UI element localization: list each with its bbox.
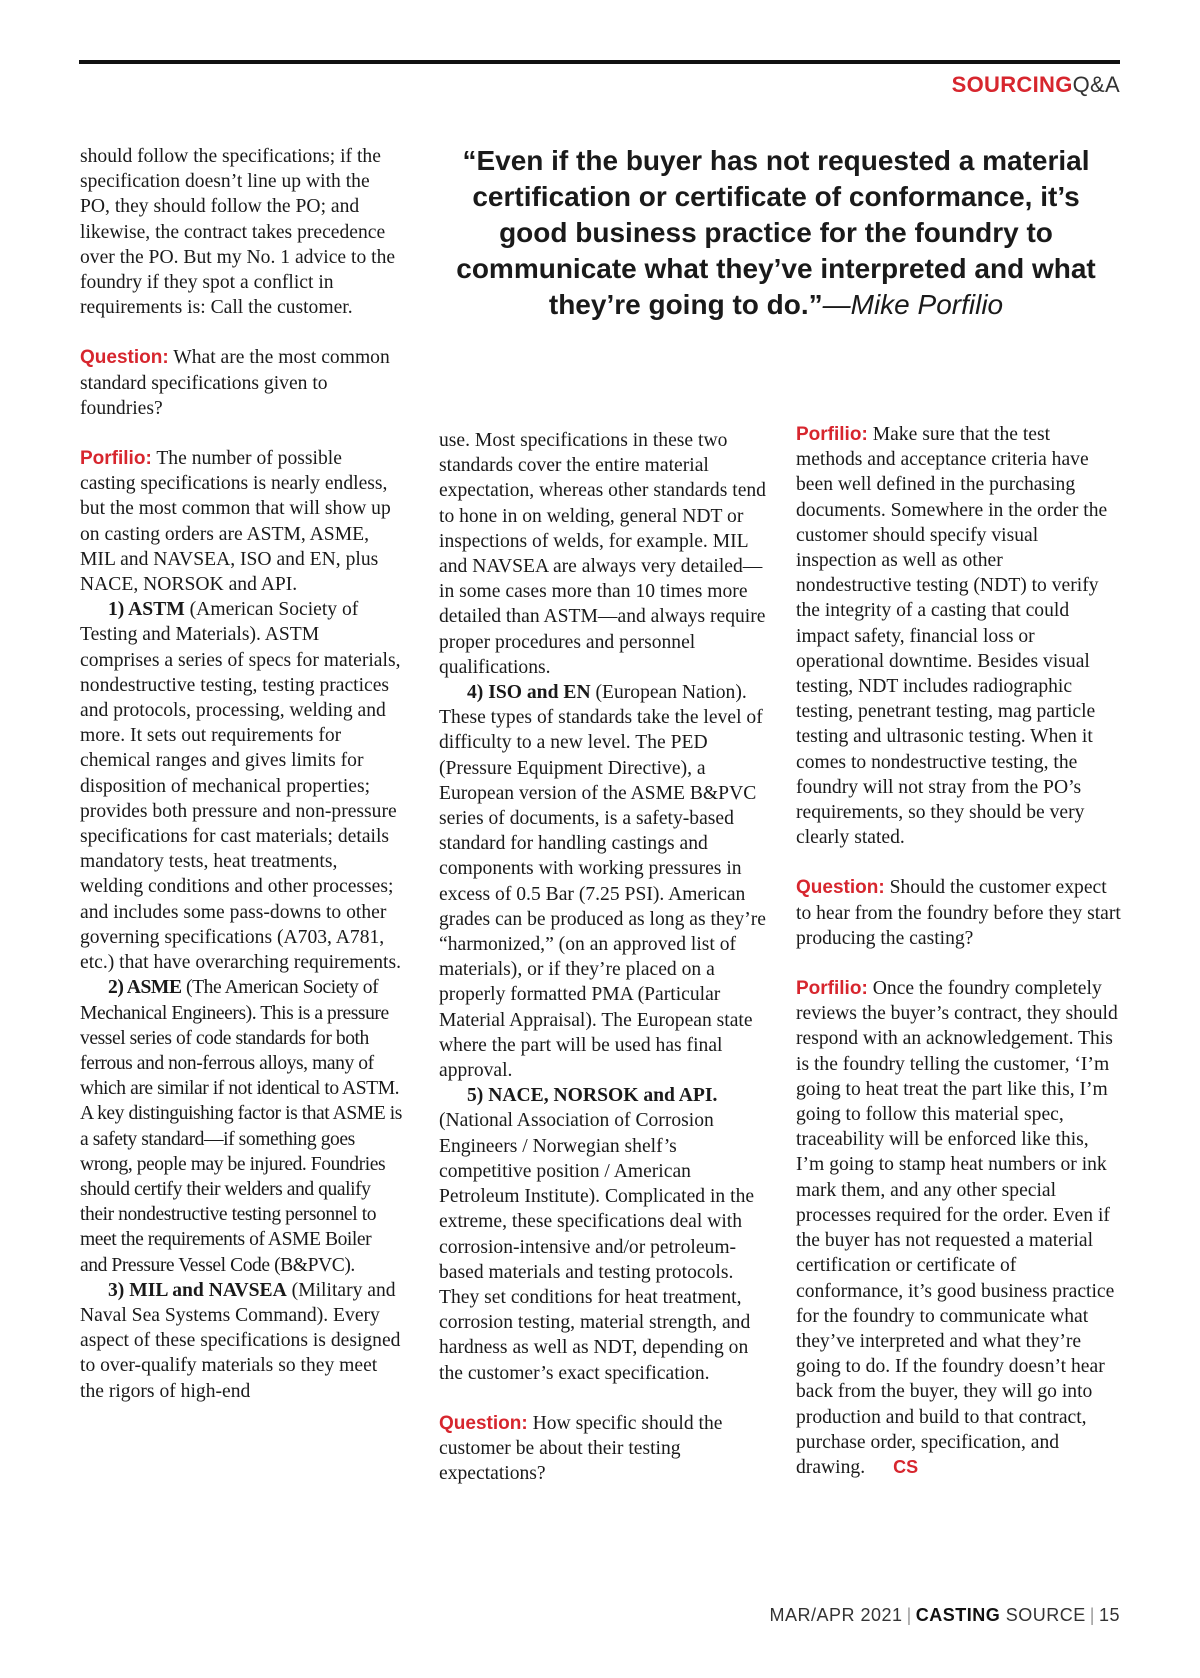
iso-heading: 4) ISO and EN: [467, 682, 591, 704]
asme-body: (The American Society of Mechanical Engineers). This is a pressure vessel series of code standards for both ferrous and non-ferrous alloys, many of which are similar if not identical to ASTM. A key distinguishing factor is that ASME is a safety standard—if something goes wrong, people may be injured. Foundries should certify their welders and qualify their nondestructive testing personnel to meet the requirements of ASME Boiler and Pressure Vessel Code (B&PVC).: [80, 977, 402, 1276]
answer-paragraph: [796, 976, 1121, 1480]
page-footer: [770, 1605, 1120, 1626]
porfilio-label: Porfilio:: [796, 424, 868, 445]
page-number: 15: [1098, 1605, 1120, 1625]
issue-date: MAR/APR 2021: [769, 1605, 903, 1625]
footer-separator: |: [1089, 1605, 1095, 1625]
mil-paragraph: [80, 1278, 402, 1404]
astm-body: (American Society of Testing and Materials). ASTM comprises a series of specs for materials, nondestructive testing, testing practices and protocols, processing, welding and more. It sets out requirements for chemical ranges and gives limits for disposition of mechanical properties; provides both pressure and non-pressure specifications for cast materials; details mandatory tests, heat treatments, welding conditions and other processes; and includes some pass-downs to other governing specifications (A703, A781, etc.) that have overarching requirements.: [80, 599, 401, 974]
top-rule: [79, 60, 1120, 64]
question-label: Question:: [439, 1412, 528, 1434]
question-text: What are the most common standard specifications given to foundries?: [80, 347, 390, 419]
pull-quote-attribution: —Mike Porfilio: [822, 289, 1004, 320]
answer-paragraph: [80, 446, 402, 597]
porfilio-label: Porfilio:: [80, 448, 152, 470]
answer-paragraph: [796, 422, 1121, 850]
magazine-name-bold: CASTING: [915, 1605, 1001, 1625]
pull-quote-text: “Even if the buyer has not requested a material certification or certificate of conformance, it’s good business practice for the foundry to communicate what they’ve interpreted and what they’re going to do.”: [456, 145, 1096, 320]
answer-text: The number of possible casting specifications is nearly endless, but the most common that will show up on casting orders are ASTM, ASME, MIL and NAVSEA, ISO and EN, plus NACE, NORSOK and API.: [80, 448, 391, 596]
article-column-1: [80, 144, 402, 1404]
question-paragraph: [439, 1411, 769, 1487]
magazine-name-rest: SOURCE: [1000, 1605, 1086, 1625]
nace-paragraph: [439, 1083, 769, 1385]
article-column-3: [796, 422, 1121, 1480]
article-column-2: [439, 428, 769, 1486]
astm-heading: 1) ASTM: [108, 599, 185, 621]
answer-text: Once the foundry completely reviews the buyer’s contract, they should respond with an acknowledgement. This is the foundry telling the customer, ‘I’m going to heat treat the part like this, I’m going to follow this material spec, traceability will be enforced like this, I’m going to stamp heat numbers or ink mark them, and any other special processes required for the order. Even if the buyer has not requested a material certification or certificate of conformance, it’s good business practice for the foundry to communicate what they’ve interpreted and what they’re going to do. If the foundry doesn’t hear back from the buyer, they will go into production and build to that contract, purchase order, specification, and drawing.: [796, 978, 1118, 1478]
paragraph: should follow the specifications; if the specification doesn’t line up with the PO, they should follow the PO; and likewise, the contract takes precedence over the PO. But my No. 1 advice to the foundry if they spot a conflict in requirements is: Call the customer.: [80, 146, 396, 319]
footer-separator: |: [906, 1605, 912, 1625]
question-label: Question:: [80, 347, 169, 369]
asme-paragraph: [80, 975, 402, 1277]
section-tail: Q&A: [1072, 72, 1120, 97]
mil-heading: 3) MIL and NAVSEA: [108, 1279, 287, 1301]
end-mark: CS: [893, 1456, 919, 1477]
section-label: [952, 72, 1120, 98]
paragraph: use. Most specifications in these two standards cover the entire material expectation, whereas other standards tend to hone in on welding, general NDT or inspections of welds, for example. MIL and NAVSEA are always very detailed—in some cases more than 10 times more detailed than ASTM—and always require proper procedures and personnel qualifications.: [439, 430, 766, 678]
question-paragraph: [80, 345, 402, 421]
nace-heading: 5) NACE, NORSOK and API.: [467, 1085, 718, 1107]
question-paragraph: [796, 875, 1121, 951]
iso-body: (European Nation). These types of standards take the level of difficulty to a new level. The PED (Pressure Equipment Directive), a European version of the ASME B&PVC series of documents, is a safety-based standard for handling castings and components with working pressures in excess of 0.5 Bar (7.25 PSI). American grades can be produced as long as they’re “harmonized,” (on an approved list of materials), or if they’re placed on a properly formatted PMA (Particular Material Appraisal). The European state where the part will be used has final approval.: [439, 682, 766, 1082]
iso-paragraph: [439, 680, 769, 1083]
section-kicker: SOURCING: [951, 72, 1073, 97]
question-text: How specific should the customer be about their testing expectations?: [439, 1412, 723, 1485]
mil-body: (Military and Naval Sea Systems Command). Every aspect of these specifications is designed to over-qualify materials so they meet the rigors of high-end: [80, 1279, 401, 1402]
porfilio-label: Porfilio:: [796, 978, 868, 1000]
answer-text: Make sure that the test methods and acceptance criteria have been well defined in the purchasing documents. Somewhere in the order the customer should specify visual inspection as well as other nondestructive testing (NDT) to verify the integrity of a casting that could impact safety, financial loss or operational downtime. Besides visual testing, NDT includes radiographic testing, penetrant testing, mag particle testing and ultrasonic testing. When it comes to nondestructive testing, the foundry will not stray from the PO’s requirements, so they should be very clearly stated.: [796, 424, 1108, 849]
asme-heading: 2) ASME: [108, 977, 182, 999]
pull-quote: [436, 143, 1116, 323]
question-text: Should the customer expect to hear from the foundry before they start producing the casting?: [796, 877, 1121, 949]
nace-body: (National Association of Corrosion Engineers / Norwegian shelf’s competitive position / American Petroleum Institute). Complicated in the extreme, these specifications deal with corrosion-intensive and/or petroleum-based materials and testing protocols. They set conditions for heat treatment, corrosion testing, material strength, and hardness as well as NDT, depending on the customer’s exact specification.: [439, 1110, 755, 1384]
question-label: Question:: [796, 877, 885, 899]
astm-paragraph: [80, 597, 402, 975]
